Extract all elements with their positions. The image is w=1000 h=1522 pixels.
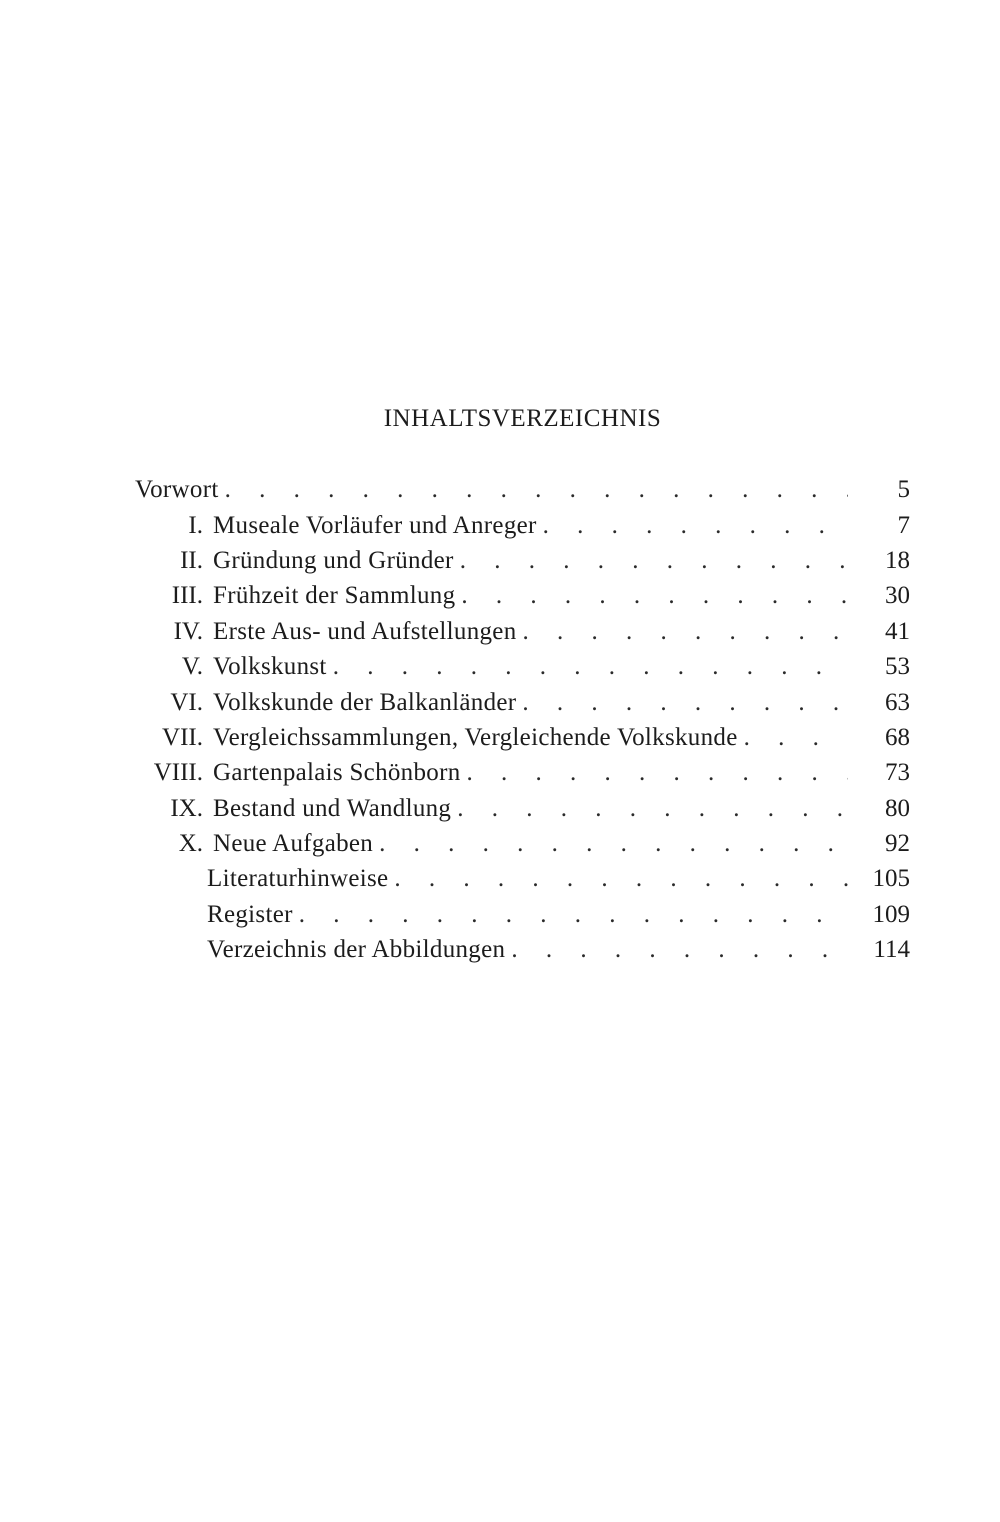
toc-entry-number: VI.: [170, 688, 203, 716]
toc-entry-number: X.: [178, 830, 203, 858]
toc-entry-chapter-10: [135, 826, 910, 861]
toc-entry-register: [135, 897, 910, 932]
toc-entry-page: 18: [885, 546, 910, 574]
toc-entry-literaturhinweise: [135, 861, 910, 896]
table-of-contents: [135, 472, 910, 967]
toc-entry-chapter-7: [135, 720, 910, 755]
toc-entry-title: Neue Aufgaben: [213, 830, 374, 858]
toc-entry-page: 53: [885, 653, 910, 681]
toc-entry-title: Volkskunst: [213, 653, 327, 681]
toc-entry-title: Register: [207, 900, 293, 928]
toc-entry-page: 30: [885, 582, 910, 610]
toc-entry-abbildungen: [135, 932, 910, 967]
toc-entry-page: 7: [897, 511, 910, 539]
toc-entry-vorwort: [135, 472, 910, 507]
toc-entry-page: 92: [885, 830, 910, 858]
toc-leader-dots: [543, 508, 848, 543]
toc-leader-dots: [522, 685, 848, 720]
toc-entry-title: Gartenpalais Schönborn: [213, 759, 461, 787]
toc-entry-title: Gründung und Gründer: [213, 546, 454, 574]
toc-leader-dots: [523, 614, 848, 649]
toc-leader-dots: [461, 578, 848, 613]
toc-entry-title: Literaturhinweise: [207, 865, 389, 893]
toc-leader-dots: [394, 861, 848, 896]
toc-entry-page: 109: [872, 900, 910, 928]
toc-entry-chapter-9: [135, 791, 910, 826]
toc-entry-number: II.: [180, 546, 203, 574]
toc-leader-dots: [460, 543, 848, 578]
toc-entry-number: V.: [181, 653, 203, 681]
toc-entry-title: Erste Aus- und Aufstellungen: [213, 617, 517, 645]
toc-entry-chapter-2: [135, 543, 910, 578]
toc-leader-dots: [467, 755, 848, 790]
toc-leader-dots: [333, 649, 848, 684]
toc-entry-title: Verzeichnis der Abbildungen: [207, 936, 506, 964]
toc-entry-number: IX.: [170, 794, 203, 822]
page-title: INHALTSVERZEICHNIS: [383, 405, 662, 432]
toc-entry-page: 73: [885, 759, 910, 787]
toc-entry-title: Frühzeit der Sammlung: [213, 582, 456, 610]
toc-entry-title: Bestand und Wandlung: [213, 794, 452, 822]
toc-entry-number: IV.: [173, 617, 203, 645]
toc-entry-title: Vergleichssammlungen, Vergleichende Volkskunde: [213, 723, 738, 751]
toc-entry-page: 114: [873, 936, 910, 964]
toc-entry-chapter-6: [135, 684, 910, 719]
toc-entry-page: 105: [872, 865, 910, 893]
toc-entry-page: 41: [885, 617, 910, 645]
toc-entry-chapter-3: [135, 578, 910, 613]
toc-leader-dots: [744, 720, 848, 755]
toc-leader-dots: [457, 791, 848, 826]
toc-entry-chapter-5: [135, 649, 910, 684]
toc-entry-number: VII.: [162, 723, 203, 751]
toc-entry-page: 5: [897, 476, 910, 504]
toc-entry-title: Vorwort: [135, 476, 219, 504]
toc-entry-title: Museale Vorläufer und Anreger: [213, 511, 537, 539]
toc-entry-number: VIII.: [153, 759, 203, 787]
toc-leader-dots: [299, 897, 848, 932]
toc-entry-number: III.: [171, 582, 203, 610]
toc-entry-page: 63: [885, 688, 910, 716]
toc-entry-chapter-4: [135, 614, 910, 649]
toc-entry-title: Volkskunde der Balkanländer: [213, 688, 517, 716]
toc-entry-number: I.: [188, 511, 203, 539]
toc-entry-page: 68: [885, 723, 910, 751]
toc-entry-chapter-8: [135, 755, 910, 790]
toc-entry-chapter-1: [135, 507, 910, 542]
toc-leader-dots: [511, 932, 848, 967]
toc-leader-dots: [225, 472, 848, 507]
toc-entry-page: 80: [885, 794, 910, 822]
toc-leader-dots: [379, 826, 848, 861]
